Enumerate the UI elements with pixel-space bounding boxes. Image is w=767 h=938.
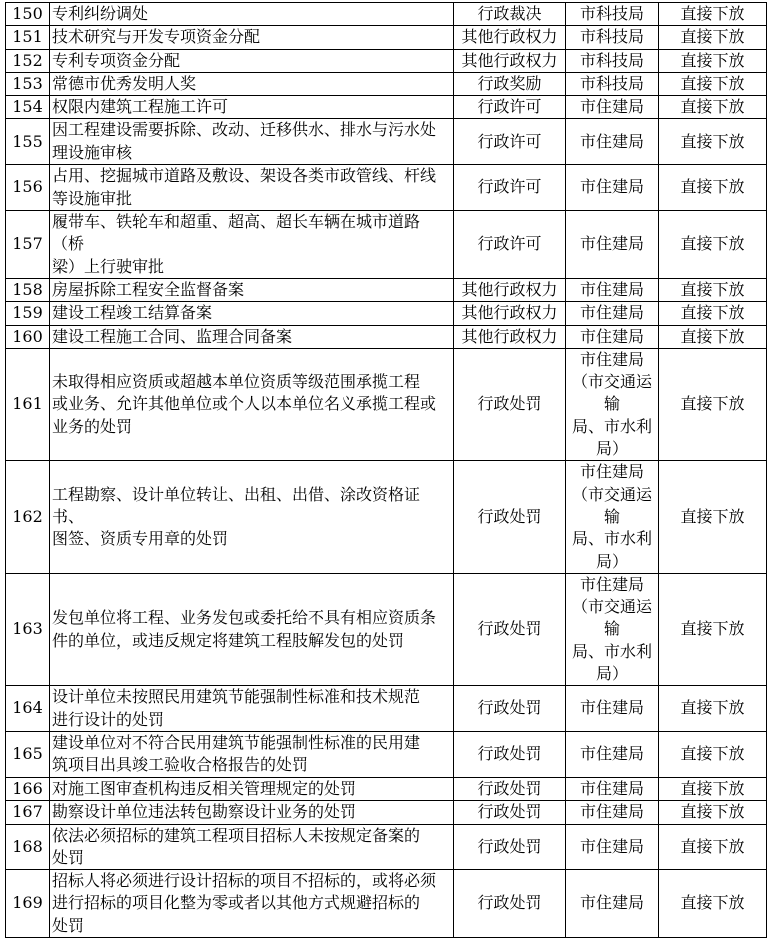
- item-line: 业务的处罚: [52, 416, 133, 436]
- delegation-mode: 直接下放: [659, 325, 767, 348]
- responsible-dept: [566, 3, 659, 26]
- item-line: 建设工程施工合同、监理合同备案: [52, 326, 293, 346]
- row-number: 158: [6, 278, 50, 301]
- item-line: 勘察设计单位违法转包勘察设计业务的处罚: [52, 802, 357, 822]
- item-line: 理设施审核: [52, 142, 133, 162]
- power-type: 其他行政权力: [454, 49, 566, 72]
- table-row: [6, 801, 767, 824]
- power-type: 其他行政权力: [454, 278, 566, 301]
- row-number: 164: [6, 686, 50, 732]
- dept-line: 市科技局: [579, 50, 644, 70]
- dept-line: 市住建局: [579, 462, 644, 482]
- item-line: 等设施审批: [52, 188, 133, 208]
- dept-line: 市住建局: [579, 574, 644, 594]
- delegation-mode: 直接下放: [659, 573, 767, 685]
- table-row: [6, 119, 767, 165]
- row-number: 154: [6, 96, 50, 119]
- dept-line: 市住建局: [579, 303, 644, 323]
- item-line: 建设单位对不符合民用建筑节能强制性标准的民用建: [52, 733, 421, 753]
- item-line: 或业务、允许其他单位或个人以本单位名义承揽工程或: [52, 394, 437, 414]
- delegation-mode: 直接下放: [659, 461, 767, 573]
- responsible-dept: [566, 72, 659, 95]
- dept-line: 市住建局: [579, 97, 644, 117]
- item-line: 进行设计的处罚: [52, 709, 165, 729]
- responsible-dept: [566, 461, 659, 573]
- responsible-dept: [566, 211, 659, 279]
- power-type: 行政处罚: [454, 573, 566, 685]
- power-type: 行政处罚: [454, 777, 566, 800]
- dept-line: 市住建局: [579, 893, 644, 913]
- power-item-name: [50, 801, 454, 824]
- item-line: 专利专项资金分配: [52, 50, 181, 70]
- item-line: 因工程建设需要拆除、改动、迁移供水、排水与污水处: [52, 120, 437, 140]
- table-row: [6, 731, 767, 777]
- item-line: 筑项目出具竣工验收合格报告的处罚: [52, 755, 309, 775]
- row-number: 151: [6, 26, 50, 49]
- power-item-name: [50, 686, 454, 732]
- delegation-mode: 直接下放: [659, 348, 767, 460]
- row-number: 155: [6, 119, 50, 165]
- dept-line: （市交通运输: [571, 484, 652, 526]
- responsible-dept: [566, 96, 659, 119]
- table-row: [6, 72, 767, 95]
- item-line: 梁）上行驶审批: [52, 256, 165, 276]
- responsible-dept: [566, 573, 659, 685]
- row-number: 168: [6, 824, 50, 870]
- row-number: 156: [6, 165, 50, 211]
- delegation-mode: 直接下放: [659, 96, 767, 119]
- item-line: 占用、挖掘城市道路及敷设、架设各类市政管线、杆线: [52, 166, 437, 186]
- table-row: [6, 96, 767, 119]
- delegation-mode: 直接下放: [659, 801, 767, 824]
- responsible-dept: [566, 302, 659, 325]
- dept-line: 市住建局: [579, 131, 644, 151]
- row-number: 153: [6, 72, 50, 95]
- dept-line: （市交通运输: [571, 597, 652, 639]
- responsible-dept: [566, 824, 659, 870]
- table-row: [6, 302, 767, 325]
- table-row: [6, 686, 767, 732]
- item-line: 权限内建筑工程施工许可: [52, 97, 229, 117]
- table-row: [6, 461, 767, 573]
- row-number: 166: [6, 777, 50, 800]
- table-row: [6, 870, 767, 938]
- row-number: 150: [6, 3, 50, 26]
- delegation-mode: 直接下放: [659, 165, 767, 211]
- delegation-mode: 直接下放: [659, 278, 767, 301]
- item-line: 发包单位将工程、业务发包或委托给不具有相应资质条: [52, 608, 437, 628]
- dept-line: 市住建局: [579, 279, 644, 299]
- delegation-mode: 直接下放: [659, 3, 767, 26]
- table-row: [6, 49, 767, 72]
- table-row: [6, 824, 767, 870]
- table-row: [6, 165, 767, 211]
- responsible-dept: [566, 325, 659, 348]
- power-item-name: [50, 325, 454, 348]
- item-line: 设计单位未按照民用建筑节能强制性标准和技术规范: [52, 687, 421, 707]
- dept-line: 市住建局: [579, 177, 644, 197]
- delegation-mode: 直接下放: [659, 119, 767, 165]
- power-type: 行政处罚: [454, 870, 566, 938]
- delegation-mode: 直接下放: [659, 72, 767, 95]
- delegation-mode: 直接下放: [659, 870, 767, 938]
- power-type: 行政处罚: [454, 348, 566, 460]
- dept-line: 局、市水利局）: [571, 641, 652, 684]
- power-item-name: [50, 211, 454, 279]
- power-item-name: [50, 26, 454, 49]
- delegation-mode: 直接下放: [659, 731, 767, 777]
- delegation-mode: 直接下放: [659, 824, 767, 870]
- power-type: 行政处罚: [454, 801, 566, 824]
- row-number: 167: [6, 801, 50, 824]
- responsible-dept: [566, 801, 659, 824]
- power-item-name: [50, 3, 454, 26]
- dept-line: 市住建局: [579, 698, 644, 718]
- responsible-dept: [566, 777, 659, 800]
- power-type: 其他行政权力: [454, 325, 566, 348]
- delegation-mode: 直接下放: [659, 49, 767, 72]
- delegation-mode: 直接下放: [659, 26, 767, 49]
- delegation-mode: 直接下放: [659, 211, 767, 279]
- item-line: 进行招标的项目化整为零或者以其他方式规避招标的: [52, 893, 421, 913]
- dept-line: 市住建局: [579, 744, 644, 764]
- power-type: 行政许可: [454, 119, 566, 165]
- power-item-name: [50, 461, 454, 573]
- row-number: 157: [6, 211, 50, 279]
- item-line: 建设工程竣工结算备案: [52, 303, 213, 323]
- power-type: 行政处罚: [454, 686, 566, 732]
- row-number: 160: [6, 325, 50, 348]
- power-item-name: [50, 870, 454, 938]
- power-item-name: [50, 824, 454, 870]
- power-type: 行政许可: [454, 211, 566, 279]
- power-item-name: [50, 348, 454, 460]
- power-item-name: [50, 278, 454, 301]
- table-row: [6, 325, 767, 348]
- delegation-mode: 直接下放: [659, 302, 767, 325]
- responsible-dept: [566, 731, 659, 777]
- responsible-dept: [566, 49, 659, 72]
- row-number: 152: [6, 49, 50, 72]
- responsible-dept: [566, 686, 659, 732]
- item-line: 技术研究与开发专项资金分配: [52, 27, 261, 47]
- responsible-dept: [566, 26, 659, 49]
- responsible-dept: [566, 870, 659, 938]
- item-line: 履带车、铁轮车和超重、超高、超长车辆在城市道路（桥: [52, 212, 421, 254]
- power-type: 行政裁决: [454, 3, 566, 26]
- row-number: 163: [6, 573, 50, 685]
- power-type: 行政处罚: [454, 461, 566, 573]
- row-number: 161: [6, 348, 50, 460]
- dept-line: 市住建局: [579, 802, 644, 822]
- power-type: 行政处罚: [454, 731, 566, 777]
- dept-line: （市交通运输: [571, 372, 652, 414]
- table-row: [6, 211, 767, 279]
- responsible-dept: [566, 278, 659, 301]
- item-line: 图签、资质专用章的处罚: [52, 529, 229, 549]
- item-line: 未取得相应资质或超越本单位资质等级范围承揽工程: [52, 372, 421, 392]
- dept-line: 市住建局: [579, 349, 644, 369]
- responsible-dept: [566, 165, 659, 211]
- power-type: 其他行政权力: [454, 26, 566, 49]
- item-line: 依法必须招标的建筑工程项目招标人未按规定备案的: [52, 825, 421, 845]
- responsible-dept: [566, 348, 659, 460]
- table-row: [6, 573, 767, 685]
- dept-line: 市科技局: [579, 73, 644, 93]
- item-line: 处罚: [52, 915, 85, 935]
- row-number: 162: [6, 461, 50, 573]
- dept-line: 市住建局: [579, 326, 644, 346]
- table-row: [6, 3, 767, 26]
- item-line: 件的单位，或违反规定将建筑工程肢解发包的处罚: [52, 630, 405, 650]
- power-type: 其他行政权力: [454, 302, 566, 325]
- power-item-name: [50, 49, 454, 72]
- dept-line: 市科技局: [579, 4, 644, 23]
- table-row: [6, 278, 767, 301]
- power-type: 行政许可: [454, 165, 566, 211]
- power-item-name: [50, 731, 454, 777]
- dept-line: 局、市水利局）: [571, 529, 652, 571]
- power-item-name: [50, 302, 454, 325]
- item-line: 工程勘察、设计单位转让、出租、出借、涂改资格证书、: [52, 484, 421, 526]
- item-line: 常德市优秀发明人奖: [52, 73, 197, 93]
- table-row: [6, 777, 767, 800]
- power-item-name: [50, 96, 454, 119]
- item-line: 房屋拆除工程安全监督备案: [52, 279, 245, 299]
- item-line: 对施工图审查机构违反相关管理规定的处罚: [52, 778, 357, 798]
- item-line: 专利纠纷调处: [52, 4, 149, 23]
- row-number: 165: [6, 731, 50, 777]
- dept-line: 市住建局: [579, 836, 644, 856]
- dept-line: 市住建局: [579, 778, 644, 798]
- power-list-table: [5, 2, 767, 938]
- power-item-name: [50, 119, 454, 165]
- table-row: [6, 348, 767, 460]
- row-number: 159: [6, 302, 50, 325]
- power-item-name: [50, 573, 454, 685]
- item-line: 招标人将必须进行设计招标的项目不招标的，或将必须: [52, 871, 437, 891]
- item-line: 处罚: [52, 847, 85, 867]
- power-item-name: [50, 777, 454, 800]
- delegation-mode: 直接下放: [659, 686, 767, 732]
- dept-line: 市住建局: [579, 234, 644, 254]
- responsible-dept: [566, 119, 659, 165]
- row-number: 169: [6, 870, 50, 938]
- dept-line: 局、市水利局）: [571, 416, 652, 459]
- power-type: 行政处罚: [454, 824, 566, 870]
- power-type: 行政奖励: [454, 72, 566, 95]
- power-item-name: [50, 165, 454, 211]
- power-item-name: [50, 72, 454, 95]
- power-list-body: [6, 3, 767, 938]
- delegation-mode: 直接下放: [659, 777, 767, 800]
- power-type: 行政许可: [454, 96, 566, 119]
- table-row: [6, 26, 767, 49]
- dept-line: 市科技局: [579, 27, 644, 47]
